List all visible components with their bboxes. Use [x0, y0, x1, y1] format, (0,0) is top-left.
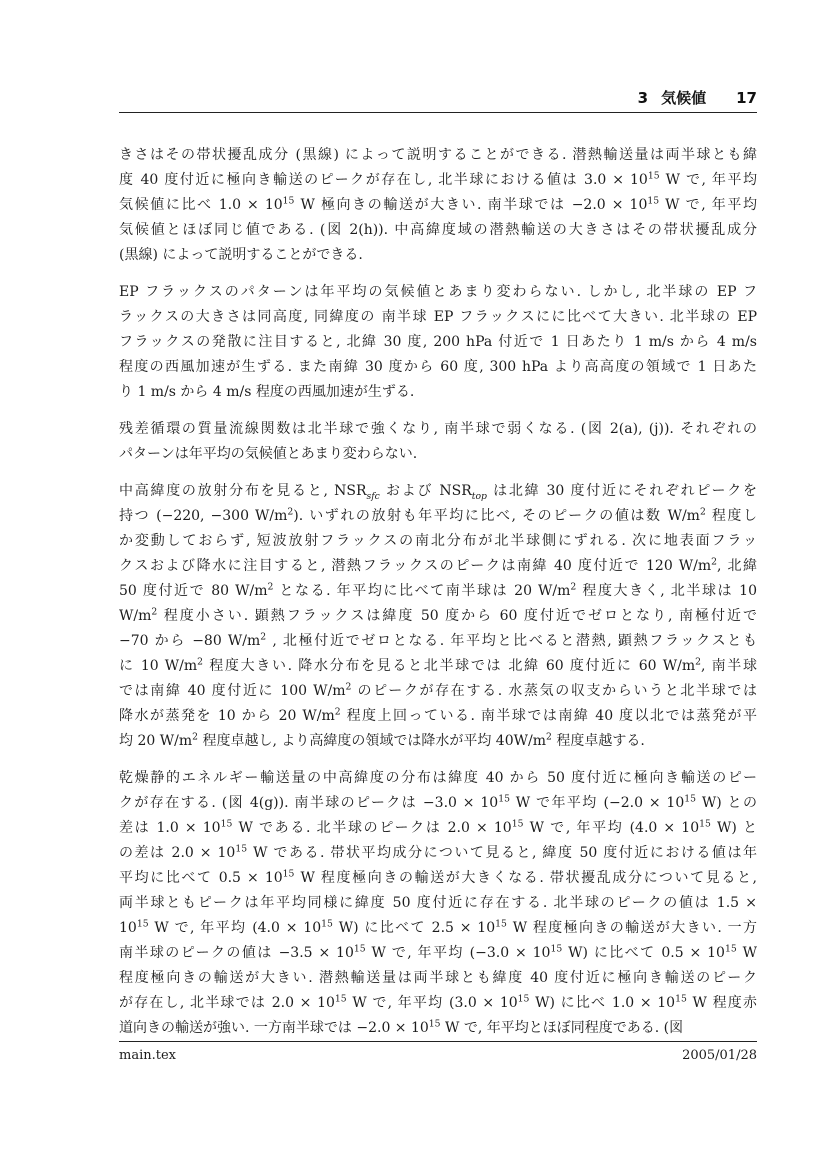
text-line: 道向きの輸送が強い. 一方南半球では $-2.0 \times 10^{15}$ W で, 年平均とほぼ同程度である. (図	[119, 1018, 684, 1036]
text-line: ラックスの大きさは同高度, 同緯度の 南半球 EP フラックスにに比べて大きい. 北半球の EP	[119, 309, 757, 325]
text-line: $W/m^2$ 程度小さい. 顕熱フラックスは緯度 50 度から 60 度付近でゼロとなり, 南極付近で	[119, 606, 757, 624]
paragraph-radiation-distribution	[119, 479, 757, 754]
page-footer	[119, 1047, 757, 1065]
text-line: 降水が蒸発を 10 から 20 $W/m^2$ 程度上回っている. 南半球では南緯 40 度以北では蒸発が平	[119, 706, 757, 724]
text-line: に 10 $W/m^2$ 程度大きい. 降水分布を見ると北半球では 北緯 60 度付近に 60 $W/m^2$, 南半球	[119, 656, 757, 674]
text-line: では南緯 40 度付近に 100 $W/m^2$ のピークが存在する. 水蒸気の収支からいうと北半球では	[119, 681, 758, 699]
footer-date: 2005/01/28	[682, 1048, 757, 1063]
header-rule	[119, 112, 757, 113]
text-line: が存在し, 北半球では $2.0 \times 10^{15}$ W で, 年平均 ($3.0 \times 10^{15}$ W) に比べ $1.0 \times 10^{15}$ W 程度赤	[119, 993, 758, 1011]
paragraph-ep-flux	[119, 280, 757, 405]
text-line: フラックスの発散に注目すると, 北緯 30 度, 200 hPa 付近で 1 日あたり 1 m/s から 4 m/s	[119, 334, 757, 350]
text-line: 持つ (−220, −300 $W/m^2$). いずれの放射も年平均に比べ, そのピークの値は数 $W/m^2$ 程度し	[119, 506, 757, 524]
text-line: 程度極向きの輸送が大きい. 潜熱輸送量は両半球とも緯度 40 度付近に極向き輸送のピーク	[119, 970, 757, 986]
paragraph-latent-heat-transport	[119, 143, 757, 268]
text-line: 気候値に比べ $1.0 \times 10^{15}$ W 極向きの輸送が大きい. 南半球では $-2.0 \times 10^{15}$ W で, 年平均	[119, 195, 757, 213]
header-section-title: 気候値	[661, 89, 707, 107]
text-line: か変動しておらず, 短波放射フラックスの南北分布が北半球側にずれる. 次に地表面フラッ	[119, 533, 757, 549]
paragraph-dry-static-energy	[119, 766, 757, 1041]
header-section-number: 3	[637, 89, 649, 107]
text-line: 両半球ともピークは年平均同様に緯度 50 度付近に存在する. 北半球のピークの値は 1.5 ×	[119, 895, 757, 911]
text-line: り 1 m/s から 4 m/s 程度の西風加速が生ずる.	[119, 384, 415, 400]
text-line: 南半球のピークの値は $-3.5 \times 10^{15}$ W で, 年平均 ($-3.0 \times 10^{15}$ W) に比べて $0.5 \times 10^{15}$ W	[119, 943, 757, 961]
text-line: パターンは年平均の気候値とあまり変わらない.	[119, 446, 418, 462]
text-line: 程度の西風加速が生ずる. また南緯 30 度から 60 度, 300 hPa より高高度の領域で 1 日あた	[119, 359, 757, 375]
page-header	[119, 88, 757, 108]
text-line: 平均に比べて $0.5 \times 10^{15}$ W 程度極向きの輸送が大きくなる. 帯状擾乱成分について見ると,	[119, 868, 757, 886]
text-line: 残差循環の質量流線関数は北半球で強くなり, 南半球で弱くなる. (図 2(a), (j)). それぞれの	[119, 421, 757, 437]
text-line: 中高緯度の放射分布を見ると, $NSR_{sfc}$ および $NSR_{top}$ は北緯 30 度付近にそれぞれピークを	[119, 483, 757, 502]
text-line: EP フラックスのパターンは年平均の気候値とあまり変わらない. しかし, 北半球の EP フ	[119, 284, 757, 300]
text-line: 気候値とほぼ同じ値である. (図 2(h)). 中高緯度域の潜熱輸送の大きさはその帯状擾乱成分	[119, 222, 757, 238]
text-line: クスおよび降水に注目すると, 潜熱フラックスのピークは南緯 40 度付近で 120 $W/m^2$, 北緯	[119, 556, 758, 574]
text-line: (黒線) によって説明することができる.	[119, 247, 363, 263]
text-line: 50 度付近で 80 $W/m^2$ となる. 年平均に比べて南半球は 20 $W/m^2$ 程度大きく, 北半球は 10	[119, 581, 757, 599]
page-number: 17	[736, 89, 757, 107]
text-line: 乾燥静的エネルギー輸送量の中高緯度の分布は緯度 40 から 50 度付近に極向き輸送のピー	[119, 770, 757, 786]
text-line: 均 20 $W/m^2$ 程度卓越し, より高緯度の領域では降水が平均 $40W/m^2$ 程度卓越する.	[119, 731, 645, 749]
footer-rule	[119, 1041, 757, 1042]
text-line: 差は $1.0 \times 10^{15}$ W である. 北半球のピークは $2.0 \times 10^{15}$ W で, 年平均 ($4.0 \times 10^{15}$ W) と	[119, 818, 757, 836]
text-line: クが存在する. (図 4(g)). 南半球のピークは $-3.0 \times 10^{15}$ W で年平均 ($-2.0 \times 10^{15}$ W) との	[119, 793, 757, 811]
paragraph-residual-circulation	[119, 417, 757, 467]
text-line: −70 から −80 $W/m^2$ , 北極付近でゼロとなる. 年平均と比べると潜熱, 顕熱フラックスとも	[119, 631, 757, 649]
document-body	[119, 143, 757, 1053]
text-line: $10^{15}$ W で, 年平均 ($4.0 \times 10^{15}$ W) に比べて $2.5 \times 10^{15}$ W 程度極向きの輸送が大きい. 一方	[119, 918, 757, 936]
text-line: 度 40 度付近に極向き輸送のピークが存在し, 北半球における値は $3.0 \times 10^{15}$ W で, 年平均	[119, 170, 757, 188]
footer-filename: main.tex	[119, 1048, 176, 1063]
text-line: きさはその帯状擾乱成分 (黒線) によって説明することができる. 潜熱輸送量は両半球とも緯	[119, 147, 757, 163]
text-line: の差は $2.0 \times 10^{15}$ W である. 帯状平均成分について見ると, 緯度 50 度付近における値は年	[119, 843, 757, 861]
